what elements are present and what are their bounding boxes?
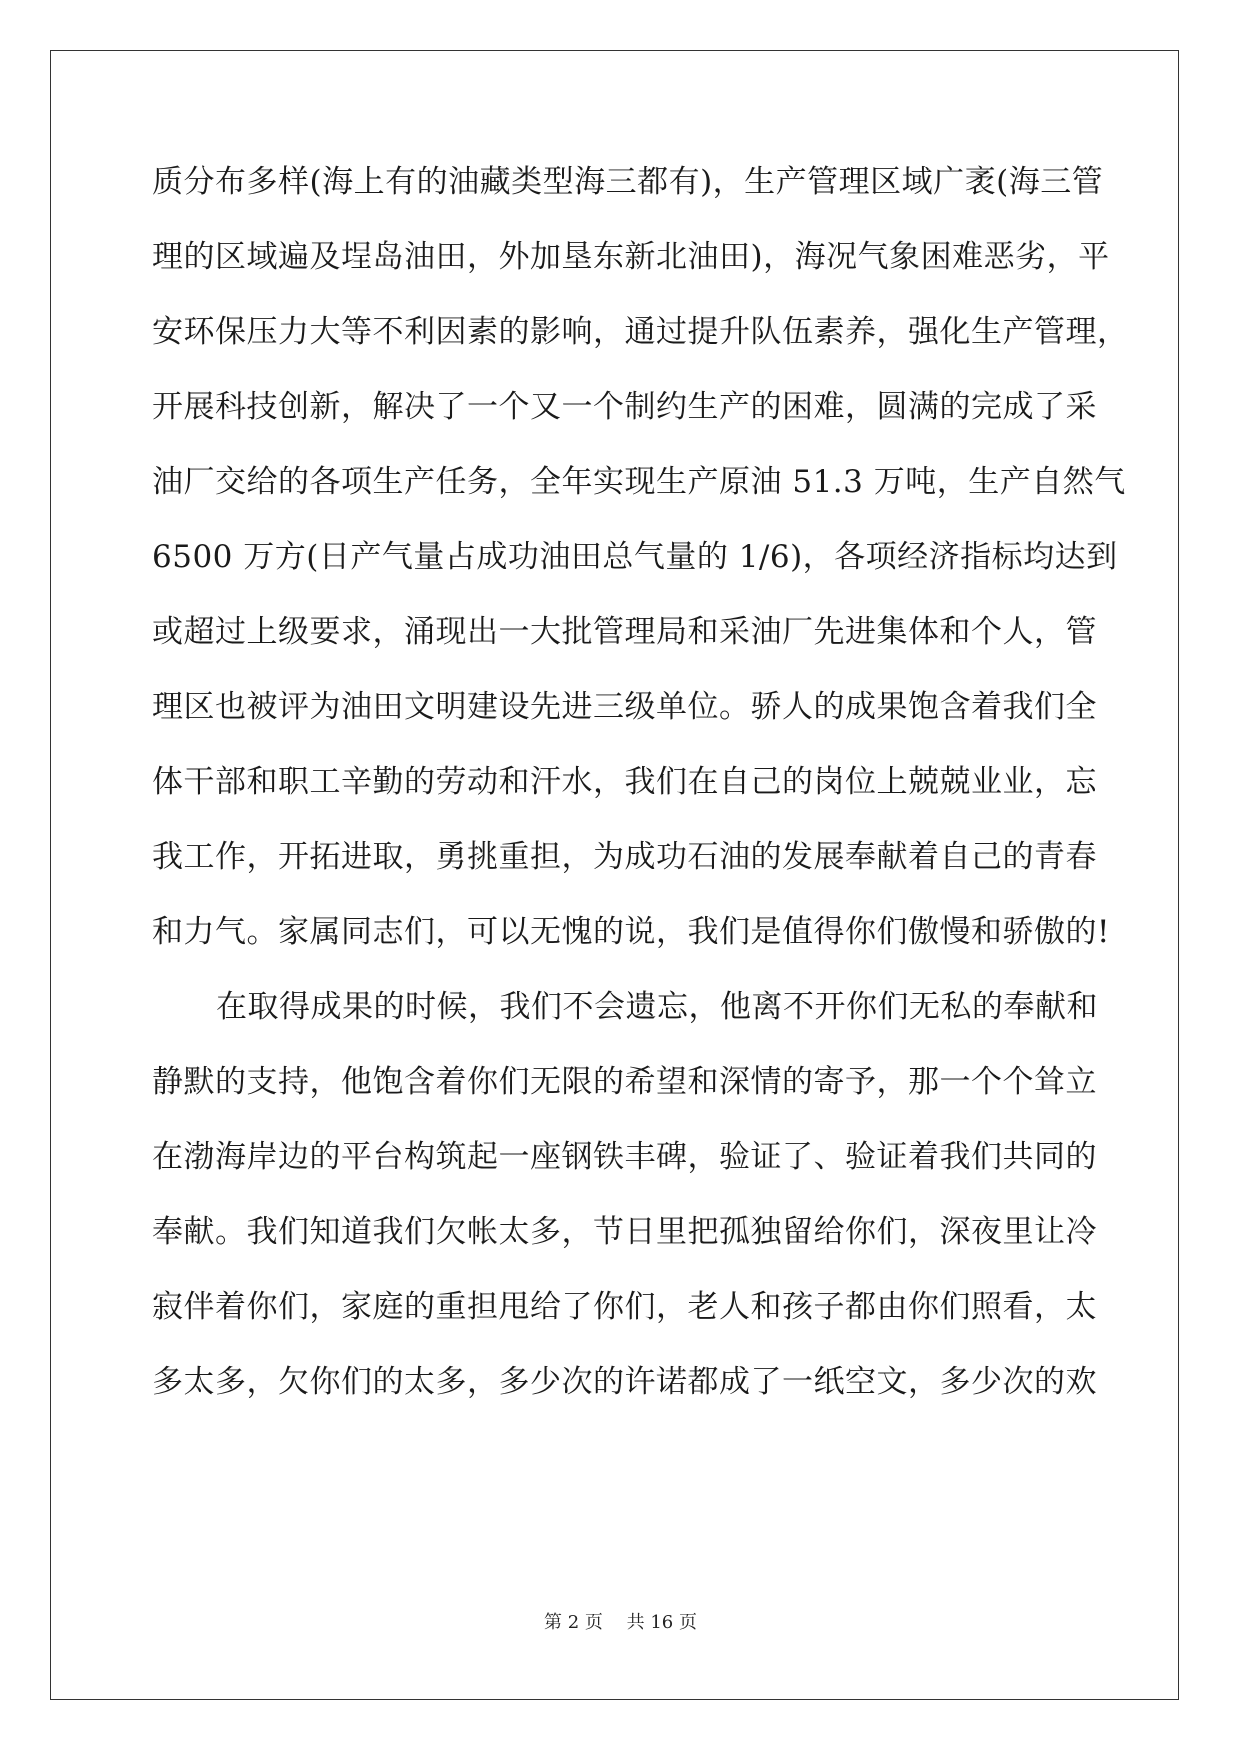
text-line: 6500 万方(日产气量占成功油田总气量的 1/6)，各项经济指标均达到	[152, 539, 1118, 575]
paragraph-first-line: 在取得成果的时候，我们不会遗忘，他离不开你们无私的奉献和	[216, 989, 1098, 1025]
text-line: 安环保压力大等不利因素的影响，通过提升队伍素养，强化生产管理，	[152, 314, 1129, 350]
page-number-footer: 第 2 页 共 16 页	[544, 1612, 697, 1633]
text-line: 理区也被评为油田文明建设先进三级单位。骄人的成果饱含着我们全	[152, 689, 1097, 725]
text-line: 或超过上级要求，涌现出一大批管理局和采油厂先进集体和个人，管	[152, 614, 1097, 650]
text-line: 理的区域遍及埕岛油田，外加垦东新北油田)，海况气象困难恶劣，平	[152, 239, 1110, 275]
text-line: 在渤海岸边的平台构筑起一座钢铁丰碑，验证了、验证着我们共同的	[152, 1139, 1097, 1175]
document-body	[152, 158, 1129, 1433]
text-line: 和力气。家属同志们，可以无愧的说，我们是值得你们傲慢和骄傲的!	[152, 914, 1110, 950]
text-line: 寂伴着你们，家庭的重担甩给了你们，老人和孩子都由你们照看，太	[152, 1289, 1097, 1325]
text-line: 我工作，开拓进取，勇挑重担，为成功石油的发展奉献着自己的青春	[152, 839, 1097, 875]
text-line: 多太多，欠你们的太多，多少次的许诺都成了一纸空文，多少次的欢	[152, 1364, 1097, 1400]
text-line: 静默的支持，他饱含着你们无限的希望和深情的寄予，那一个个耸立	[152, 1064, 1097, 1100]
text-line: 油厂交给的各项生产任务，全年实现生产原油 51.3 万吨，生产自然气	[152, 464, 1126, 500]
text-line: 质分布多样(海上有的油藏类型海三都有)，生产管理区域广袤(海三管	[152, 164, 1104, 200]
text-line: 体干部和职工辛勤的劳动和汗水，我们在自己的岗位上兢兢业业，忘	[152, 764, 1097, 800]
text-line: 开展科技创新，解决了一个又一个制约生产的困难，圆满的完成了采	[152, 389, 1097, 425]
text-line: 奉献。我们知道我们欠帐太多，节日里把孤独留给你们，深夜里让冷	[152, 1214, 1097, 1250]
